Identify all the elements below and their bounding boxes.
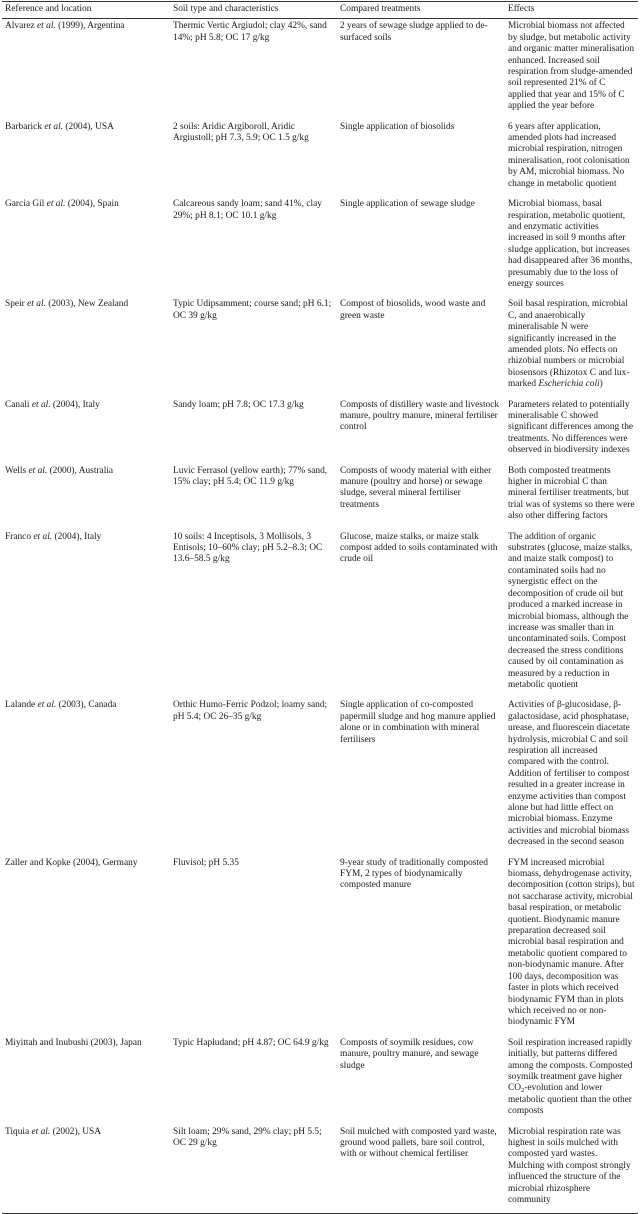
table-row bbox=[2, 1036, 638, 1125]
reference-author: Lalande bbox=[5, 700, 36, 711]
treatments-cell: 2 years of sewage sludge applied to de-surfaced soils bbox=[340, 21, 488, 43]
reference-etal: et al. bbox=[46, 199, 66, 210]
reference-year-location: (2002), USA bbox=[50, 1126, 102, 1137]
table-row bbox=[2, 856, 638, 1036]
effects-cell: 6 years after application, amended plots had increased microbial respiration, nitrogen mineralisation, root colonisation by AM, microbial biomass. No change in metabolic quotient bbox=[508, 121, 630, 189]
effects-cell bbox=[505, 297, 638, 397]
table-row bbox=[2, 698, 638, 855]
treatments-cell: Glucose, maize stalks, or maize stalk compost added to soils contaminated with crude oil bbox=[340, 531, 498, 565]
effects-cell: Parameters related to potentially mineralisable C showed significant differences among the treatments. No differences were observed in biodiversity indexes bbox=[508, 399, 634, 456]
reference-year-location: (1999), Argentina bbox=[55, 21, 125, 32]
soil-cell: 10 soils: 4 Inceptisols, 3 Mollisols, 3 Entisols; 10–60% clay; pH 5.2–8.3; OC 13.6–58.5 g/kg bbox=[173, 531, 323, 565]
effects-cell: Both composted treatments higher in microbial C than mineral fertiliser treatments, but trial was of systems so there were also other differing factors bbox=[508, 465, 635, 522]
treatments-cell: Composts of woody material with either manure (poultry and horse) or sewage sludge, several mineral fertiliser treatments bbox=[340, 465, 492, 510]
table-row bbox=[2, 297, 638, 397]
table-header-row bbox=[2, 2, 638, 19]
reference-author: Alvarez bbox=[5, 21, 35, 32]
reference-year-location: (2004), Spain bbox=[65, 199, 119, 210]
literature-table bbox=[2, 1, 638, 1214]
reference-etal: et al. bbox=[27, 299, 46, 310]
reference-cell bbox=[2, 464, 170, 530]
treatments-cell: Soil mulched with composted yard waste, ground wood pallets, bare soil control, with or without chemical fertiliser bbox=[337, 1125, 505, 1214]
table-row bbox=[2, 120, 638, 197]
effects-cell: FYM increased microbial biomass, dehydrogenase activity, decomposition (cotton strips), but not saccharase activity, microbial basal respiration, or metabolic quotient. Biodynamic manure preparation decreased soil microbial basal respiration and metabolic quotient compared to non-biodynamic manure. After 100 days, decomposition was faster in plots which received biodynamic FYM than in plots which received no or non-biodynamic FYM bbox=[508, 857, 635, 1028]
effects-text: Soil basal respiration, microbial C, and anaerobically mineralisable N were significantly increased in the amended plots. No effects on rhizobial numbers or microbial biosensors (Rhizotox C and lux-marked bbox=[508, 299, 630, 390]
reference-etal: et al. bbox=[28, 465, 48, 476]
effects-cell bbox=[505, 1036, 638, 1125]
effects-tail: ) bbox=[599, 379, 603, 390]
effects-cell: Microbial biomass not affected by sludge, but metabolic activity and organic matter mineralisation enhanced. Increased soil respiration from sludge-amended soil represented 21% of C applied that year and 15% of C applied the year before bbox=[508, 21, 635, 112]
reference-etal: et al. bbox=[37, 21, 56, 32]
table-row bbox=[2, 197, 638, 297]
soil-cell: Orthic Humo-Ferric Podzol; loamy sand; pH 5.4; OC 26–35 g/kg bbox=[173, 700, 328, 722]
soil-cell: Silt loam; 29% sand, 29% clay; pH 5.5; OC 29 g/kg bbox=[170, 1125, 337, 1214]
soil-cell: Fluvisol; pH 5.35 bbox=[173, 857, 239, 868]
effects-species: Escherichia coli bbox=[538, 379, 600, 390]
reference-year-location: (2004), Italy bbox=[52, 531, 102, 542]
effects-cell: Microbial respiration rate was highest in soils mulched with composted yard wastes. Mulching with compost strongly influenced the structure of the microbial rhizosphere community bbox=[505, 1125, 638, 1214]
reference-year-location: (2004), USA bbox=[63, 121, 114, 132]
reference-author: Canali bbox=[5, 399, 30, 410]
reference-author: Speir bbox=[5, 299, 25, 310]
reference-cell bbox=[2, 120, 170, 197]
header-soil: Soil type and characteristics bbox=[170, 2, 337, 19]
soil-cell: Thermic Vertic Argiudol; clay 42%, sand 14%; pH 5.8; OC 17 g/kg bbox=[173, 21, 327, 43]
soil-cell: Calcareous sandy loam; sand 41%, clay 29%; pH 8.1; OC 10.1 g/kg bbox=[173, 199, 322, 221]
document-page bbox=[0, 1, 640, 1205]
table-row bbox=[2, 19, 638, 120]
reference-etal: et al. bbox=[44, 121, 64, 132]
treatments-cell: Composts of distillery waste and livestock manure, poultry manure, mineral fertiliser control bbox=[340, 399, 500, 433]
reference-year-location: (2000), Australia bbox=[47, 465, 114, 476]
effects-cell: Microbial biomass, basal respiration, metabolic quotient, and enzymatic activities increased in soil 9 months after sludge application, but increases had disappeared after 36 months, presumably due to the loss of energy sources bbox=[508, 199, 633, 289]
reference-author: Franco bbox=[5, 531, 32, 542]
reference-cell bbox=[2, 398, 170, 464]
reference-etal: et al. bbox=[37, 700, 57, 711]
header-reference: Reference and location bbox=[2, 2, 170, 19]
soil-cell: Luvic Ferrasol (yellow earth); 77% sand, 15% clay; pH 5.4; OC 11.9 g/kg bbox=[173, 465, 328, 488]
reference-cell: Zaller and Kopke (2004), Germany bbox=[5, 857, 138, 868]
treatments-cell: Compost of biosolids, wood waste and green waste bbox=[340, 299, 486, 321]
soil-cell: Typic Hapludand; pH 4.87; OC 64.9 g/kg bbox=[173, 1037, 329, 1048]
treatments-cell: Single application of co-composted papermill sludge and hog manure applied alone or in combination with mineral fertilisers bbox=[340, 700, 496, 745]
reference-cell bbox=[2, 530, 170, 699]
reference-year-location: (2003), New Zealand bbox=[45, 299, 129, 310]
reference-author: Barbarick bbox=[5, 121, 42, 132]
treatments-cell: 9-year study of traditionally composted FYM, 2 types of biodynamically composted manure bbox=[340, 857, 488, 891]
reference-author: Tiquia bbox=[5, 1126, 30, 1137]
table-row bbox=[2, 530, 638, 699]
reference-year-location: (2003), Canada bbox=[56, 700, 117, 711]
soil-cell: Sandy loam; pH 7.8; OC 17.3 g/kg bbox=[173, 399, 304, 410]
effects-cell: Activities of β-glucosidase, β-galactosidase, acid phosphatase, urease, and fluorescein diacetate hydrolysis, microbial C and soil respiration all increased compared with the control. Addition of fertiliser to compost resulted in a greater increase in enzyme activities than compost alone but had little effect on microbial biomass. Enzyme activities and microbial biomass decreased in the second season bbox=[508, 700, 630, 848]
effects-tail: -evolution and lower metabolic quotient than the other composts bbox=[508, 1083, 632, 1117]
reference-etal: et al. bbox=[31, 1126, 51, 1137]
effects-text: Soil respiration increased rapidly initially, but patterns differed among the composts. Composted soymilk treatment gave higher CO bbox=[508, 1037, 633, 1094]
reference-cell bbox=[2, 1125, 170, 1214]
reference-cell bbox=[2, 19, 170, 120]
reference-author: Wells bbox=[5, 465, 27, 476]
table-row bbox=[2, 464, 638, 530]
reference-etal: et al. bbox=[31, 399, 51, 410]
reference-cell: Miyittah and Inubushi (2003), Japan bbox=[5, 1037, 142, 1048]
soil-cell: 2 soils: Aridic Argiboroll, Aridic Argiustoll; pH 7.3, 5.9; OC 1.5 g/kg bbox=[173, 121, 309, 144]
effects-cell: The addition of organic substrates (glucose, maize stalks, and maize stalk compost) to contaminated soils had no synergistic effect on the decomposition of crude oil but produced a marked increase in microbial biomass, although the increase was smaller than in uncontaminated soils. Compost decreased the stress conditions caused by oil contamination as measured by a reduction in metabolic quotient bbox=[508, 531, 633, 690]
table-row bbox=[2, 398, 638, 464]
reference-cell bbox=[2, 297, 170, 397]
reference-author: Garcia Gil bbox=[5, 199, 45, 210]
treatments-cell: Composts of soymilk residues, cow manure, poultry manure, and sewage sludge bbox=[340, 1037, 479, 1071]
reference-cell bbox=[2, 698, 170, 855]
table-row bbox=[2, 1125, 638, 1214]
effects-subscript: 2 bbox=[521, 1087, 525, 1095]
header-effects: Effects bbox=[505, 2, 638, 19]
treatments-cell: Single application of biosolids bbox=[340, 121, 455, 132]
soil-cell: Typic Udipsamment; course sand; pH 6.1; OC 39 g/kg bbox=[173, 299, 332, 321]
reference-cell bbox=[2, 197, 170, 297]
header-treatments: Compared treatments bbox=[337, 2, 505, 19]
reference-etal: et al. bbox=[33, 531, 53, 542]
treatments-cell: Single application of sewage sludge bbox=[340, 199, 475, 210]
reference-year-location: (2004), Italy bbox=[50, 399, 100, 410]
